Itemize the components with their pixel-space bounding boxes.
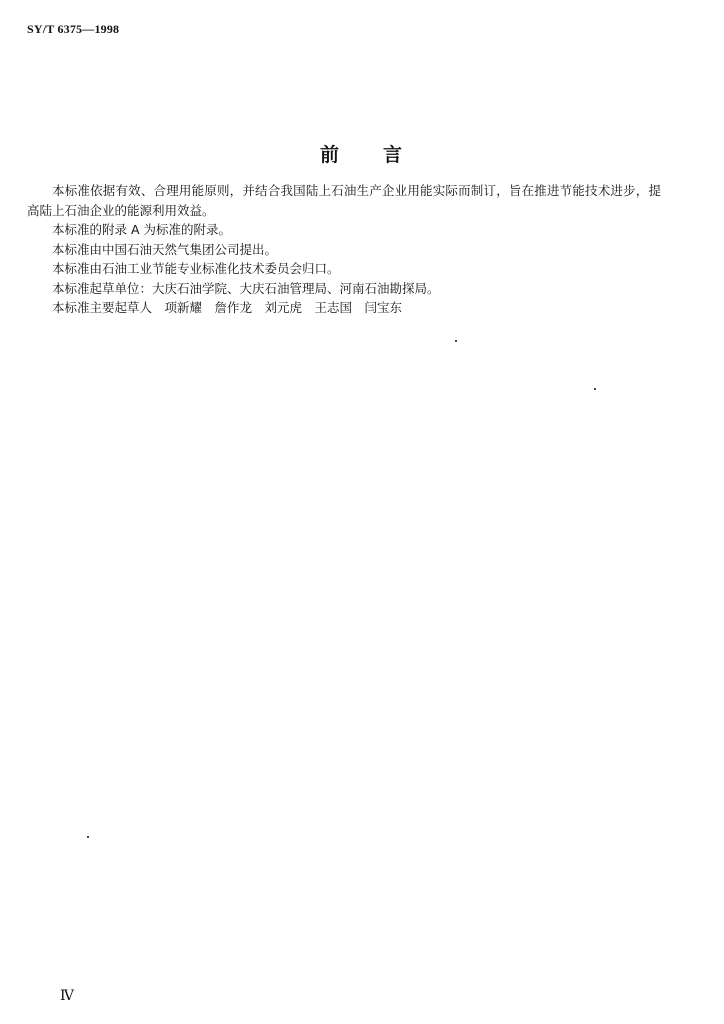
foreword-body bbox=[27, 181, 661, 318]
title-char-1: 前 bbox=[319, 144, 341, 166]
paragraph-purpose: 本标准依据有效、合理用能原则，并结合我国陆上石油生产企业用能实际而制订，旨在推进节能技术进步，提高陆上石油企业的能源利用效益。 bbox=[27, 183, 661, 218]
paragraph-committee: 本标准由石油工业节能专业标准化技术委员会归口。 bbox=[52, 261, 340, 276]
paragraph-proposer: 本标准由中国石油天然气集团公司提出。 bbox=[52, 241, 278, 257]
page-title bbox=[0, 140, 724, 167]
title-char-2: 言 bbox=[383, 144, 405, 166]
standard-number: SY/T 6375—1998 bbox=[27, 22, 120, 36]
scan-speck bbox=[87, 836, 89, 838]
paragraph-appendix: 本标准的附录 A 为标准的附录。 bbox=[52, 222, 231, 237]
paragraph-drafting-units: 本标准起草单位：大庆石油学院、大庆石油管理局、河南石油勘探局。 bbox=[52, 280, 440, 296]
scan-speck bbox=[594, 388, 596, 390]
page-number: Ⅳ bbox=[60, 989, 74, 1004]
scan-speck bbox=[455, 340, 457, 342]
paragraph-drafters: 本标准主要起草人 项新耀 詹作龙 刘元虎 王志国 闫宝东 bbox=[52, 300, 403, 315]
